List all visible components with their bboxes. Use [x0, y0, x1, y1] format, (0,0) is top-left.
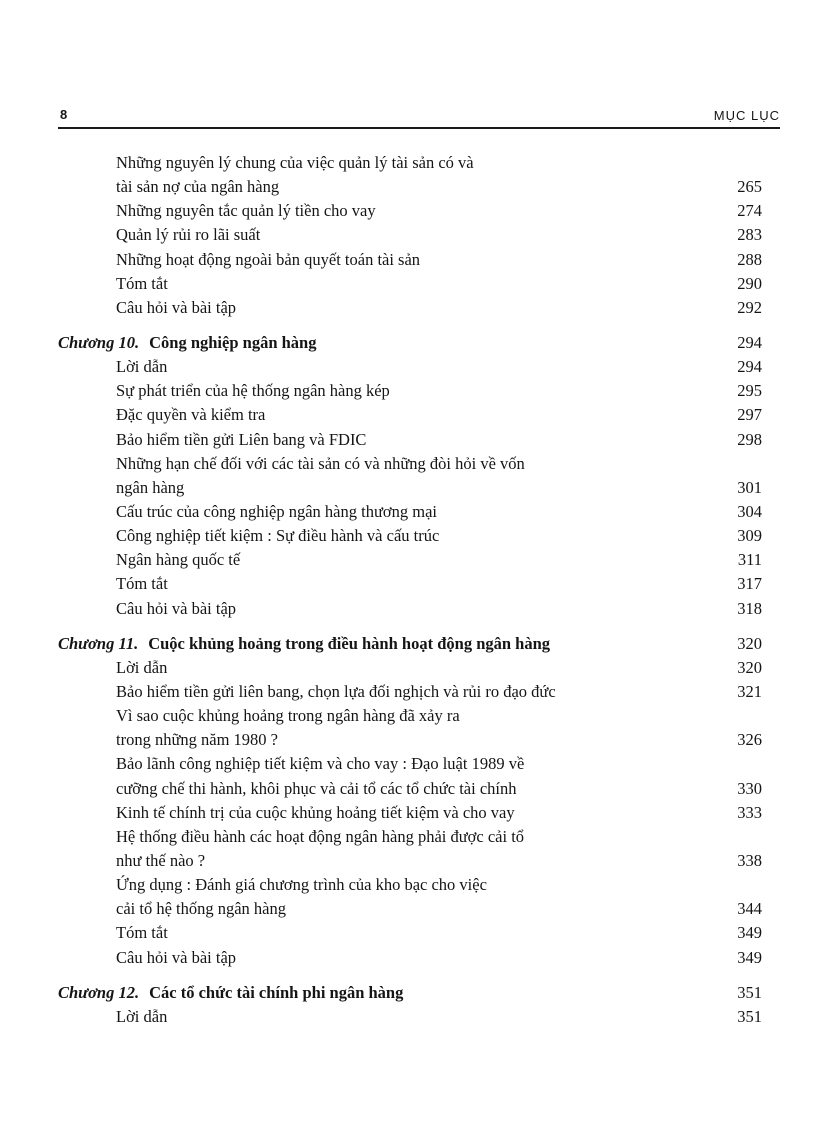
toc-entry: [58, 897, 762, 921]
toc-entry: [58, 379, 762, 403]
toc-entry-page: 298: [737, 429, 762, 449]
toc-entry-page: 288: [737, 249, 762, 269]
toc-chapter-heading: [58, 632, 762, 656]
toc-entry-title: Những nguyên tắc quản lý tiền cho vay: [116, 201, 376, 221]
toc-entry: [58, 1005, 762, 1029]
toc-entry-title: Câu hỏi và bài tập: [116, 598, 237, 618]
toc-entry-title: Những nguyên lý chung của việc quản lý tài sản có và: [116, 153, 474, 172]
toc-entry-title: Hệ thống điều hành các hoạt động ngân hàng phải được cải tổ: [116, 826, 525, 846]
spacer: [58, 621, 762, 632]
toc-entry: [58, 452, 762, 476]
toc-entry: [58, 728, 762, 752]
toc-entry: [58, 151, 762, 175]
toc-entry-page: 311: [737, 550, 762, 570]
toc-entry: [58, 825, 762, 849]
toc-entry-page: 290: [737, 273, 762, 293]
spacer: [58, 970, 762, 981]
chapter-number: Chương 12.: [58, 982, 140, 1002]
toc-entry: [58, 403, 762, 427]
toc-entry-title: Bảo lãnh công nghiệp tiết kiệm và cho vay : Đạo luật 1989 về: [116, 754, 525, 774]
toc-entry: [58, 500, 762, 524]
toc-entry-page: 320: [737, 657, 762, 677]
toc-entry: [58, 524, 762, 548]
toc-entry: [58, 296, 762, 320]
toc-entry-page: 349: [737, 923, 762, 943]
toc-entry: [58, 777, 762, 801]
toc-entry-page: 338: [737, 850, 762, 870]
toc-entry-title: Lời dẫn: [116, 1006, 168, 1026]
toc-entry-title: Tóm tắt: [116, 273, 168, 293]
toc-entry-title: tài sản nợ của ngân hàng: [116, 177, 280, 197]
toc-entry: [58, 355, 762, 379]
chapter-title: Cuộc khủng hoảng trong điều hành hoạt động ngân hàng: [148, 633, 551, 653]
toc-entry: [58, 428, 762, 452]
spacer: [58, 320, 762, 331]
toc-entry-title: Đặc quyền và kiểm tra: [116, 405, 266, 425]
page-number: 8: [60, 107, 68, 122]
toc-entry-title: Kinh tế chính trị của cuộc khủng hoảng tiết kiệm và cho vay: [116, 802, 515, 822]
toc-entry-page: 309: [737, 526, 762, 546]
toc-entry-page: 318: [737, 598, 762, 618]
toc-entry-page: 344: [737, 899, 762, 919]
toc-entry-title: Tóm tắt: [116, 923, 168, 943]
toc-entry-title: như thế nào ?: [116, 850, 206, 870]
toc-entry: [58, 849, 762, 873]
toc-entry-page: 295: [737, 381, 762, 401]
toc-entry-page: 283: [737, 225, 762, 245]
chapter-number: Chương 11.: [58, 633, 139, 653]
running-title: MỤC LỤC: [713, 108, 780, 123]
toc-entry-title: ngân hàng: [116, 477, 185, 497]
toc-entry: [58, 921, 762, 945]
toc-entry-page: 265: [737, 177, 762, 197]
toc-entry-title: trong những năm 1980 ?: [116, 730, 279, 750]
toc-entry-title: Lời dẫn: [116, 657, 168, 677]
toc-chapter-heading: [58, 331, 762, 355]
chapter-page: 320: [737, 633, 762, 653]
toc-entry-title: Bảo hiểm tiền gửi liên bang, chọn lựa đối nghịch và rủi ro đạo đức: [116, 681, 556, 701]
toc-entry-page: 301: [737, 477, 762, 497]
toc-entry-title: Cấu trúc của công nghiệp ngân hàng thương mại: [116, 501, 438, 521]
toc-entry-page: 333: [737, 802, 762, 822]
toc-entry: [58, 597, 762, 621]
chapter-number: Chương 10.: [58, 332, 140, 352]
toc-entry-page: 294: [737, 357, 762, 377]
toc-entry: [58, 680, 762, 704]
toc-entry-page: 321: [737, 681, 762, 701]
toc-entry-page: 317: [737, 574, 762, 594]
toc-entry-page: 349: [737, 947, 762, 967]
toc-entry-page: 326: [737, 730, 762, 750]
toc-entry-title: Sự phát triển của hệ thống ngân hàng kép: [116, 381, 390, 401]
toc-entry: [58, 248, 762, 272]
toc-entry-title: Những hạn chế đối với các tài sản có và những đòi hỏi về vốn: [116, 453, 525, 473]
chapter-title: Các tổ chức tài chính phi ngân hàng: [149, 982, 404, 1002]
toc-entry-title: Công nghiệp tiết kiệm : Sự điều hành và cấu trúc: [116, 526, 440, 546]
toc-entry: [58, 946, 762, 970]
toc-entry: [58, 548, 762, 572]
toc-entry-title: Câu hỏi và bài tập: [116, 947, 237, 967]
toc-entry-title: Tóm tắt: [116, 574, 168, 594]
toc-entry: [58, 572, 762, 596]
chapter-page: 351: [737, 982, 762, 1002]
toc-entry-title: Ứng dụng : Đánh giá chương trình của kho bạc cho việc: [116, 875, 487, 895]
toc-entry-title: cải tổ hệ thống ngân hàng: [116, 899, 286, 919]
toc-entry: [58, 801, 762, 825]
toc-entry-title: Vì sao cuộc khủng hoảng trong ngân hàng đã xảy ra: [116, 706, 460, 726]
toc-entry-page: 274: [737, 201, 762, 221]
toc-entry-title: Lời dẫn: [116, 357, 168, 377]
toc-entry-title: Câu hỏi và bài tập: [116, 297, 237, 317]
toc-entry: [58, 476, 762, 500]
table-of-contents: [58, 151, 762, 1029]
toc-entry-page: 351: [737, 1006, 762, 1026]
toc-entry: [58, 199, 762, 223]
toc-entry: [58, 272, 762, 296]
toc-entry-page: 297: [737, 405, 762, 425]
toc-entry-title: Ngân hàng quốc tế: [116, 550, 241, 570]
toc-entry-page: 304: [737, 501, 762, 521]
toc-entry: [58, 873, 762, 897]
toc-entry-title: Bảo hiểm tiền gửi Liên bang và FDIC: [116, 429, 367, 449]
toc-chapter-heading: [58, 981, 762, 1005]
toc-entry-page: 330: [737, 778, 762, 798]
page-header: [58, 105, 780, 129]
toc-entry-title: Quản lý rủi ro lãi suất: [116, 225, 261, 245]
toc-entry: [58, 223, 762, 247]
toc-entry: [58, 175, 762, 199]
toc-entry: [58, 752, 762, 776]
chapter-title: Công nghiệp ngân hàng: [149, 332, 317, 352]
toc-entry-title: cưỡng chế thi hành, khôi phục và cải tổ các tổ chức tài chính: [116, 778, 517, 798]
toc-entry: [58, 656, 762, 680]
chapter-page: 294: [737, 332, 762, 352]
toc-entry-page: 292: [737, 297, 762, 317]
toc-entry-title: Những hoạt động ngoài bản quyết toán tài sản: [116, 249, 421, 269]
toc-entry: [58, 704, 762, 728]
